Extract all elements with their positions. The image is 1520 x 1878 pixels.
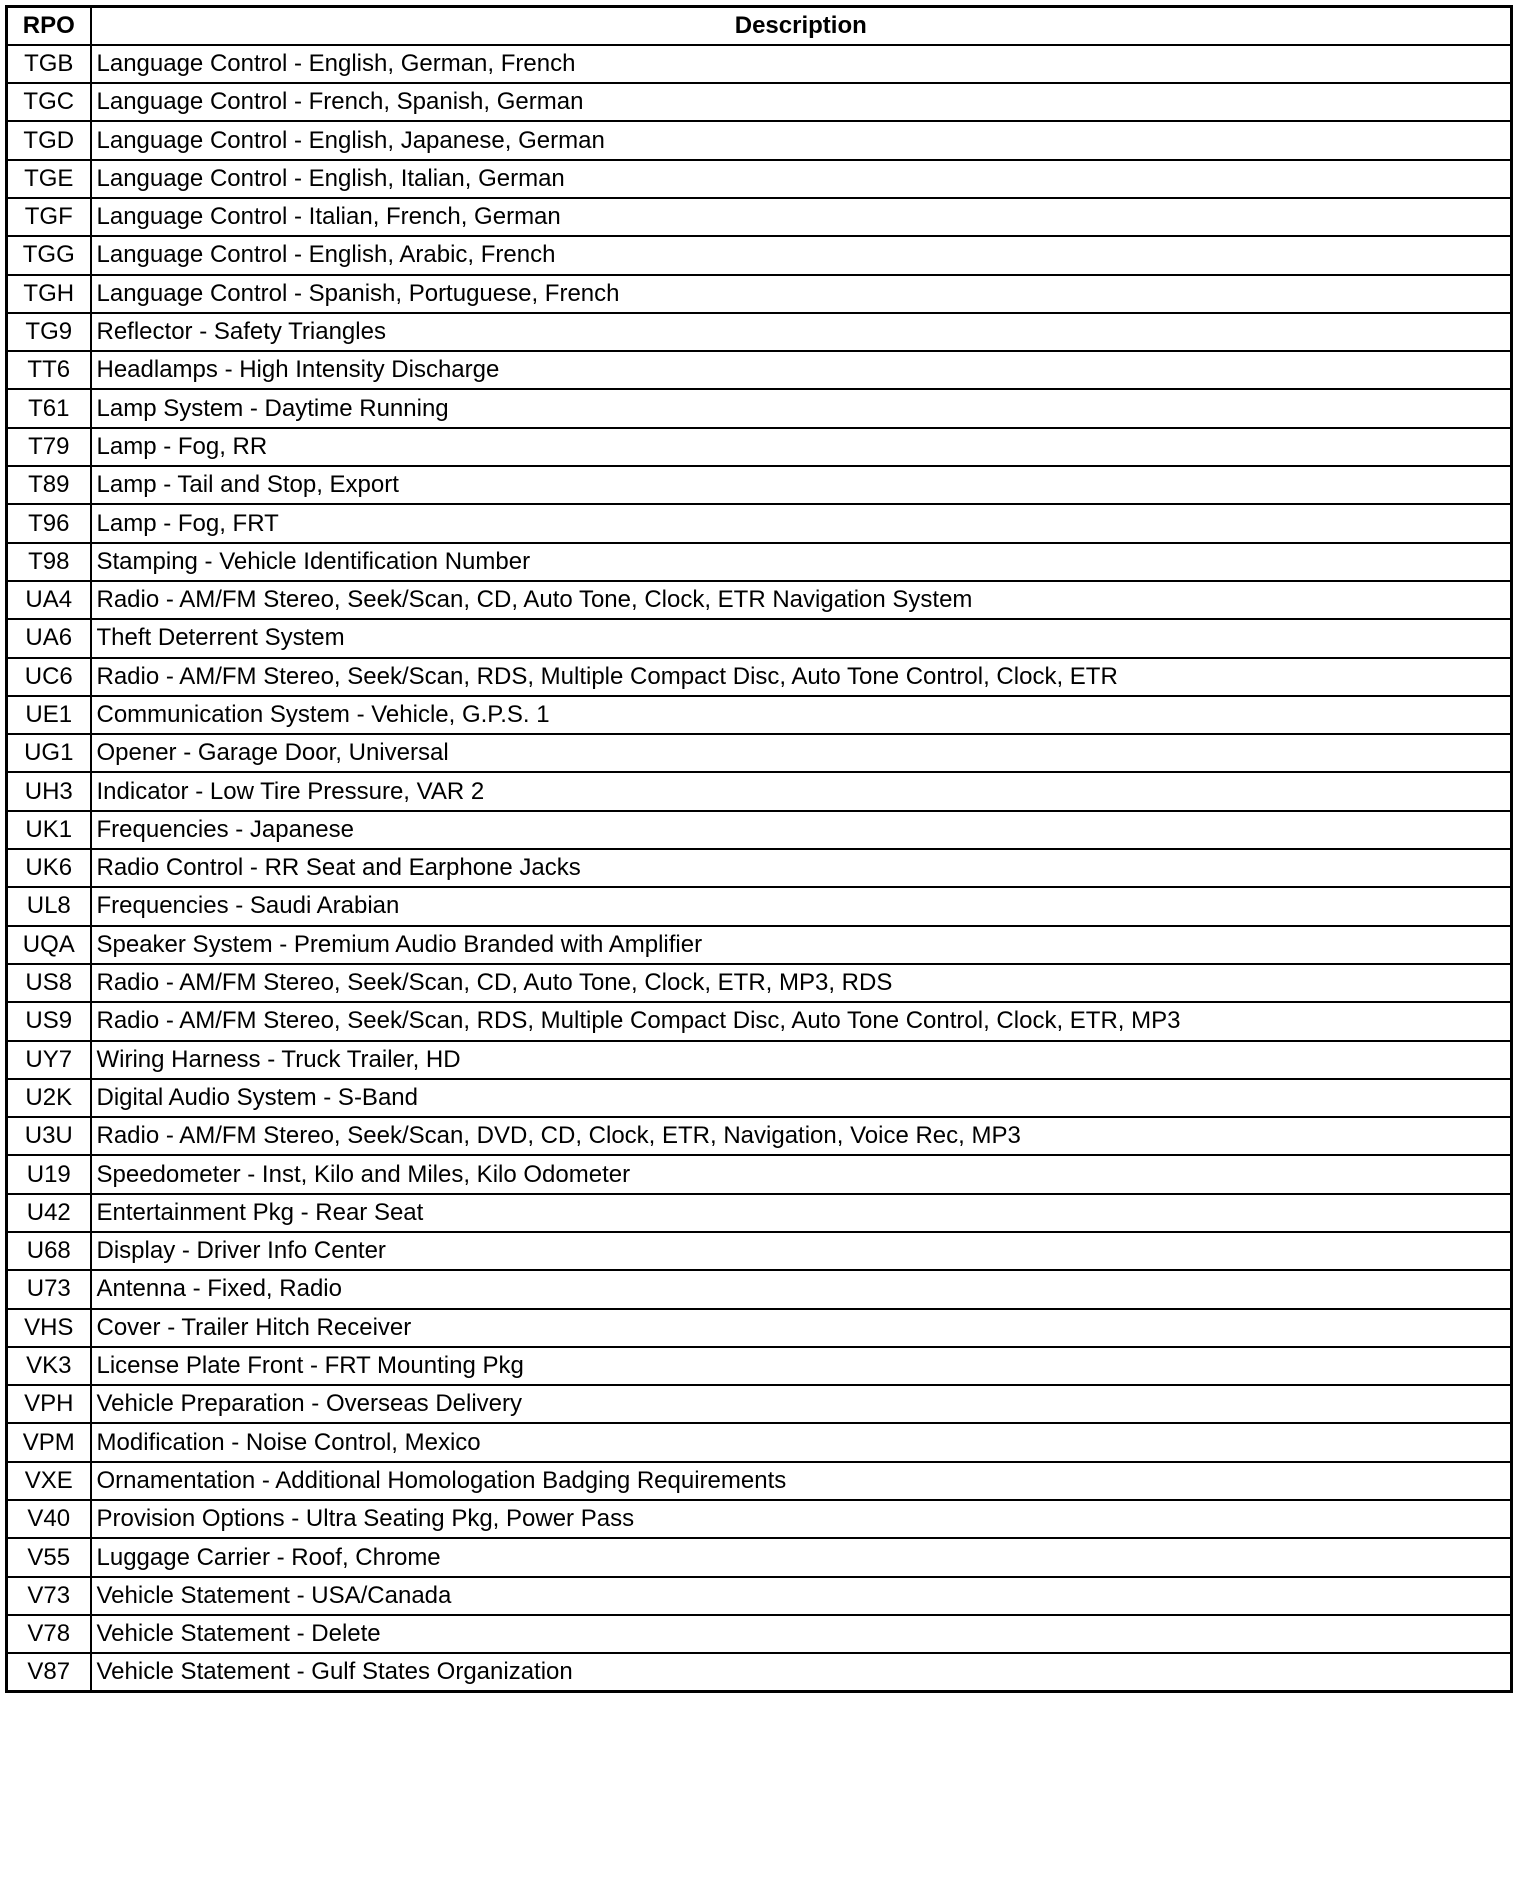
description-cell: Language Control - French, Spanish, German — [91, 83, 1512, 121]
rpo-code-cell: UE1 — [7, 696, 91, 734]
table-row — [7, 1385, 1512, 1423]
rpo-code-cell: TGE — [7, 160, 91, 198]
rpo-code-cell: T79 — [7, 428, 91, 466]
table-row — [7, 696, 1512, 734]
rpo-code-cell: VXE — [7, 1462, 91, 1500]
table-row — [7, 313, 1512, 351]
rpo-code-cell: T98 — [7, 543, 91, 581]
rpo-table — [5, 5, 1513, 1693]
description-cell: Speedometer - Inst, Kilo and Miles, Kilo Odometer — [91, 1155, 1512, 1193]
rpo-code-cell: UA6 — [7, 619, 91, 657]
description-cell: License Plate Front - FRT Mounting Pkg — [91, 1347, 1512, 1385]
table-row — [7, 1079, 1512, 1117]
rpo-code-cell: TG9 — [7, 313, 91, 351]
table-row — [7, 1500, 1512, 1538]
description-cell: Stamping - Vehicle Identification Number — [91, 543, 1512, 581]
rpo-code-cell: V73 — [7, 1577, 91, 1615]
description-cell: Reflector - Safety Triangles — [91, 313, 1512, 351]
description-cell: Entertainment Pkg - Rear Seat — [91, 1194, 1512, 1232]
rpo-code-cell: US9 — [7, 1002, 91, 1040]
rpo-code-cell: VPH — [7, 1385, 91, 1423]
table-row — [7, 1538, 1512, 1576]
table-row — [7, 1653, 1512, 1691]
table-row — [7, 964, 1512, 1002]
rpo-code-cell: UK1 — [7, 811, 91, 849]
table-row — [7, 658, 1512, 696]
table-row — [7, 160, 1512, 198]
description-cell: Vehicle Statement - USA/Canada — [91, 1577, 1512, 1615]
description-cell: Digital Audio System - S-Band — [91, 1079, 1512, 1117]
table-row — [7, 926, 1512, 964]
table-row — [7, 849, 1512, 887]
rpo-code-cell: VPM — [7, 1423, 91, 1461]
rpo-code-cell: UC6 — [7, 658, 91, 696]
table-row — [7, 504, 1512, 542]
table-row — [7, 1347, 1512, 1385]
table-row — [7, 45, 1512, 83]
rpo-code-cell: V78 — [7, 1615, 91, 1653]
description-cell: Radio - AM/FM Stereo, Seek/Scan, RDS, Multiple Compact Disc, Auto Tone Control, Clock, ETR, MP3 — [91, 1002, 1512, 1040]
description-cell: Vehicle Preparation - Overseas Delivery — [91, 1385, 1512, 1423]
description-cell: Radio Control - RR Seat and Earphone Jacks — [91, 849, 1512, 887]
rpo-code-cell: TGB — [7, 45, 91, 83]
description-cell: Cover - Trailer Hitch Receiver — [91, 1309, 1512, 1347]
table-row — [7, 811, 1512, 849]
description-cell: Modification - Noise Control, Mexico — [91, 1423, 1512, 1461]
table-row — [7, 275, 1512, 313]
rpo-code-cell: V40 — [7, 1500, 91, 1538]
description-cell: Wiring Harness - Truck Trailer, HD — [91, 1041, 1512, 1079]
description-cell: Radio - AM/FM Stereo, Seek/Scan, CD, Auto Tone, Clock, ETR, MP3, RDS — [91, 964, 1512, 1002]
description-cell: Lamp - Fog, FRT — [91, 504, 1512, 542]
rpo-code-cell: UK6 — [7, 849, 91, 887]
description-cell: Language Control - English, Arabic, French — [91, 236, 1512, 274]
table-row — [7, 1462, 1512, 1500]
description-cell: Radio - AM/FM Stereo, Seek/Scan, CD, Auto Tone, Clock, ETR Navigation System — [91, 581, 1512, 619]
table-row — [7, 389, 1512, 427]
table-row — [7, 236, 1512, 274]
description-cell: Vehicle Statement - Gulf States Organization — [91, 1653, 1512, 1691]
table-row — [7, 466, 1512, 504]
table-row — [7, 1041, 1512, 1079]
table-row — [7, 619, 1512, 657]
header-rpo: RPO — [7, 7, 91, 45]
table-header — [7, 7, 1512, 45]
rpo-code-cell: V87 — [7, 1653, 91, 1691]
rpo-code-cell: U73 — [7, 1270, 91, 1308]
rpo-code-cell: TGD — [7, 121, 91, 159]
rpo-code-cell: UG1 — [7, 734, 91, 772]
description-cell: Display - Driver Info Center — [91, 1232, 1512, 1270]
table-row — [7, 1232, 1512, 1270]
rpo-code-cell: TGG — [7, 236, 91, 274]
table-row — [7, 1309, 1512, 1347]
description-cell: Luggage Carrier - Roof, Chrome — [91, 1538, 1512, 1576]
rpo-code-cell: VK3 — [7, 1347, 91, 1385]
description-cell: Headlamps - High Intensity Discharge — [91, 351, 1512, 389]
table-row — [7, 1615, 1512, 1653]
description-cell: Opener - Garage Door, Universal — [91, 734, 1512, 772]
table-row — [7, 543, 1512, 581]
table-row — [7, 1155, 1512, 1193]
description-cell: Provision Options - Ultra Seating Pkg, Power Pass — [91, 1500, 1512, 1538]
rpo-code-cell: UA4 — [7, 581, 91, 619]
table-row — [7, 734, 1512, 772]
rpo-code-cell: UY7 — [7, 1041, 91, 1079]
description-cell: Vehicle Statement - Delete — [91, 1615, 1512, 1653]
table-row — [7, 83, 1512, 121]
description-cell: Frequencies - Japanese — [91, 811, 1512, 849]
description-cell: Lamp - Tail and Stop, Export — [91, 466, 1512, 504]
description-cell: Language Control - English, Italian, German — [91, 160, 1512, 198]
table-row — [7, 1270, 1512, 1308]
table-row — [7, 1117, 1512, 1155]
table-row — [7, 351, 1512, 389]
rpo-code-cell: TT6 — [7, 351, 91, 389]
rpo-code-cell: U68 — [7, 1232, 91, 1270]
description-cell: Language Control - English, German, French — [91, 45, 1512, 83]
rpo-code-cell: VHS — [7, 1309, 91, 1347]
description-cell: Language Control - Italian, French, German — [91, 198, 1512, 236]
table-body — [7, 45, 1512, 1692]
rpo-code-cell: US8 — [7, 964, 91, 1002]
table-row — [7, 1577, 1512, 1615]
table-row — [7, 198, 1512, 236]
table-row — [7, 1002, 1512, 1040]
rpo-code-cell: T96 — [7, 504, 91, 542]
description-cell: Indicator - Low Tire Pressure, VAR 2 — [91, 772, 1512, 810]
table-row — [7, 581, 1512, 619]
description-cell: Language Control - English, Japanese, German — [91, 121, 1512, 159]
description-cell: Lamp System - Daytime Running — [91, 389, 1512, 427]
rpo-code-cell: U2K — [7, 1079, 91, 1117]
description-cell: Lamp - Fog, RR — [91, 428, 1512, 466]
description-cell: Communication System - Vehicle, G.P.S. 1 — [91, 696, 1512, 734]
rpo-code-cell: U42 — [7, 1194, 91, 1232]
rpo-code-cell: U19 — [7, 1155, 91, 1193]
rpo-code-cell: T61 — [7, 389, 91, 427]
rpo-code-cell: V55 — [7, 1538, 91, 1576]
description-cell: Theft Deterrent System — [91, 619, 1512, 657]
description-cell: Antenna - Fixed, Radio — [91, 1270, 1512, 1308]
table-row — [7, 1194, 1512, 1232]
header-description: Description — [91, 7, 1512, 45]
table-row — [7, 772, 1512, 810]
table-row — [7, 428, 1512, 466]
table-row — [7, 121, 1512, 159]
rpo-code-cell: U3U — [7, 1117, 91, 1155]
description-cell: Frequencies - Saudi Arabian — [91, 887, 1512, 925]
rpo-code-cell: TGH — [7, 275, 91, 313]
rpo-code-cell: UQA — [7, 926, 91, 964]
description-cell: Speaker System - Premium Audio Branded with Amplifier — [91, 926, 1512, 964]
description-cell: Radio - AM/FM Stereo, Seek/Scan, DVD, CD, Clock, ETR, Navigation, Voice Rec, MP3 — [91, 1117, 1512, 1155]
description-cell: Radio - AM/FM Stereo, Seek/Scan, RDS, Multiple Compact Disc, Auto Tone Control, Clock, ETR — [91, 658, 1512, 696]
rpo-code-cell: UL8 — [7, 887, 91, 925]
table-row — [7, 887, 1512, 925]
description-cell: Language Control - Spanish, Portuguese, French — [91, 275, 1512, 313]
rpo-code-cell: TGC — [7, 83, 91, 121]
table-row — [7, 1423, 1512, 1461]
rpo-code-cell: T89 — [7, 466, 91, 504]
rpo-code-cell: TGF — [7, 198, 91, 236]
header-row — [7, 7, 1512, 45]
rpo-code-cell: UH3 — [7, 772, 91, 810]
description-cell: Ornamentation - Additional Homologation Badging Requirements — [91, 1462, 1512, 1500]
